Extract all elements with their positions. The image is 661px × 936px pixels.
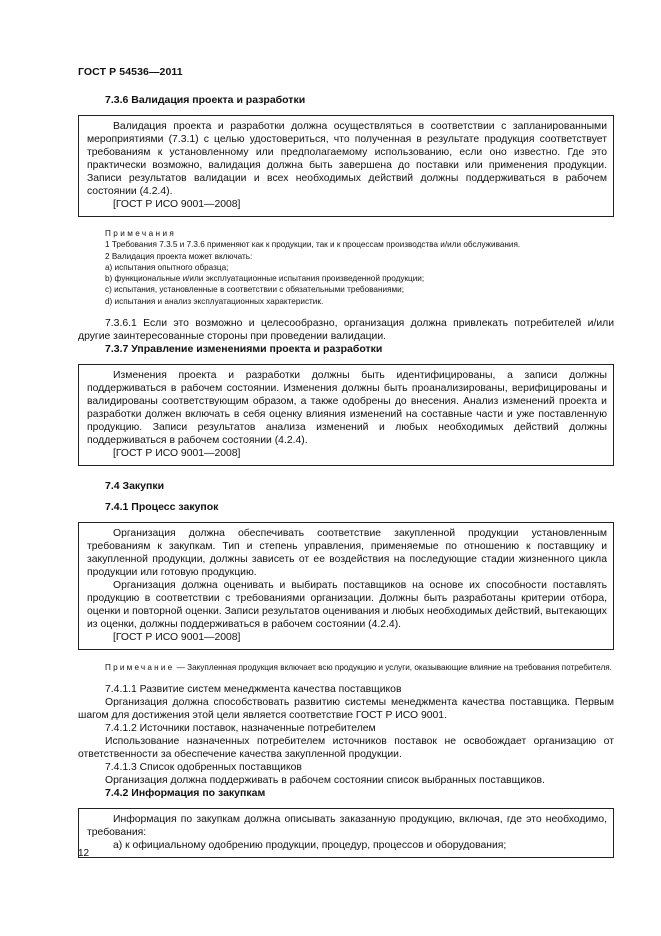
- note-text: — Закупленная продукция включает всю продукцию и услуги, оказывающие влияние на требования потребителя.: [176, 663, 612, 673]
- page-number: 12: [78, 848, 90, 859]
- quote-text: Организация должна оценивать и выбирать поставщиков на основе их способности поставлять продукцию в соответствии с требованиями организации. Должны быть разработаны критерии отбора, оценки и повторной оценки. Записи результатов оценивания и любых необходимых действий, вытекающих из оценки, должны поддерживаться в рабочем состоянии (4.2.4).: [87, 580, 607, 631]
- quote-text: Организация должна обеспечивать соответствие закупленной продукции установленным требованиям к закупкам. Тип и степень управления, применяемые по отношению к поставщику и закупленной продукции, должны зависеть от ее воздействия на последующие стадии жизненного цикла продукции или готовую продукцию.: [87, 528, 607, 579]
- note-line: 1 Требования 7.3.5 и 7.3.6 применяют как к продукции, так и к процессам производства и/или обслуживания.: [105, 240, 521, 250]
- quote-text: Изменения проекта и разработки должны быть идентифицированы, а записи должны поддерживаться в рабочем состоянии. Изменения должны быть проанализированы, верифицированы и валидированы соответствующим образом, а также одобрены до внесения. Анализ изменений проекта и разработки должен включать в себя оценку влияния изменений на составные части и уже поставленную продукцию. Записи результатов анализа изменений и любых необходимых действий должны поддерживаться в рабочем состоянии (4.2.4).: [87, 370, 607, 447]
- note-line: a) испытания опытного образца;: [105, 262, 229, 272]
- page-content: [78, 94, 614, 858]
- paragraph-7-4-1-1: Организация должна способствовать развитию системы менеджмента качества поставщика. Первым шагом для достижения этой цели является соответствие ГОСТ Р ИСО 9001.: [78, 697, 614, 722]
- heading-7-3-7: 7.3.7 Управление изменениями проекта и разработки: [105, 343, 383, 356]
- heading-7-4-2: 7.4.2 Информация по закупкам: [105, 787, 266, 800]
- quote-list-item: а) к официальному одобрению продукции, процедур, процессов и оборудования;: [113, 840, 507, 852]
- heading-7-4: 7.4 Закупки: [105, 480, 165, 493]
- title-7-4-1-1: 7.4.1.1 Развитие систем менеджмента качества поставщиков: [105, 684, 402, 696]
- notes-7-3-6: [78, 228, 614, 307]
- quote-reference: [ГОСТ Р ИСО 9001—2008]: [113, 448, 241, 460]
- note-line: b) функциональные и/или эксплуатационные испытания произведенной продукции;: [105, 274, 425, 284]
- paragraph-7-4-1-3: Организация должна поддерживать в рабочем состоянии список выбранных поставщиков.: [105, 775, 545, 787]
- quote-text: Валидация проекта и разработки должна осуществляться в соответствии с запланированными мероприятиями (7.3.1) с целью удостовериться, что полученная в результате продукция соответствует требованиям к установленному или предполагаемому использованию, если оно известно. Где это практически возможно, валидация должна быть завершена до поставки или применения продукции. Записи результатов валидации и всех необходимых действий должны поддерживаться в рабочем состоянии (4.2.4).: [87, 121, 607, 197]
- notes-title: Примечания: [105, 229, 177, 238]
- quote-reference: [ГОСТ Р ИСО 9001—2008]: [113, 632, 241, 644]
- document-header: ГОСТ Р 54536—2011: [78, 66, 183, 78]
- note-line: d) испытания и анализ эксплуатационных характеристик.: [105, 296, 324, 306]
- note-7-4-1: [78, 662, 614, 673]
- paragraph-7-4-1-2: Использование назначенных потребителем источников поставок не освобождает организацию от ответственности за обеспечение качества закупленной продукции.: [78, 736, 614, 761]
- heading-7-3-6: 7.3.6 Валидация проекта и разработки: [105, 94, 306, 106]
- title-7-4-1-3: 7.4.1.3 Список одобренных поставщиков: [105, 762, 302, 774]
- title-7-4-1-2: 7.4.1.2 Источники поставок, назначенные потребителем: [105, 723, 376, 735]
- note-line: c) испытания, установленные в соответствии с обязательными требованиями;: [105, 285, 404, 295]
- quote-text: Информация по закупкам должна описывать заказанную продукцию, включая, где это необходимо, требования:: [87, 814, 607, 839]
- note-label: Примечание: [105, 663, 175, 673]
- quote-box-7-4-1: [78, 522, 614, 650]
- heading-7-4-1: 7.4.1 Процесс закупок: [105, 501, 219, 514]
- quote-reference: [ГОСТ Р ИСО 9001—2008]: [113, 199, 241, 210]
- quote-box-7-3-6: [78, 115, 614, 217]
- note-line: 2 Валидация проекта может включать:: [105, 251, 253, 261]
- paragraph-7-3-6-1: 7.3.6.1 Если это возможно и целесообразно, организация должна привлекать потребителей и/или другие заинтересованные стороны при проведении валидации.: [78, 318, 614, 343]
- quote-box-7-4-2: [78, 808, 614, 858]
- quote-box-7-3-7: [78, 364, 614, 466]
